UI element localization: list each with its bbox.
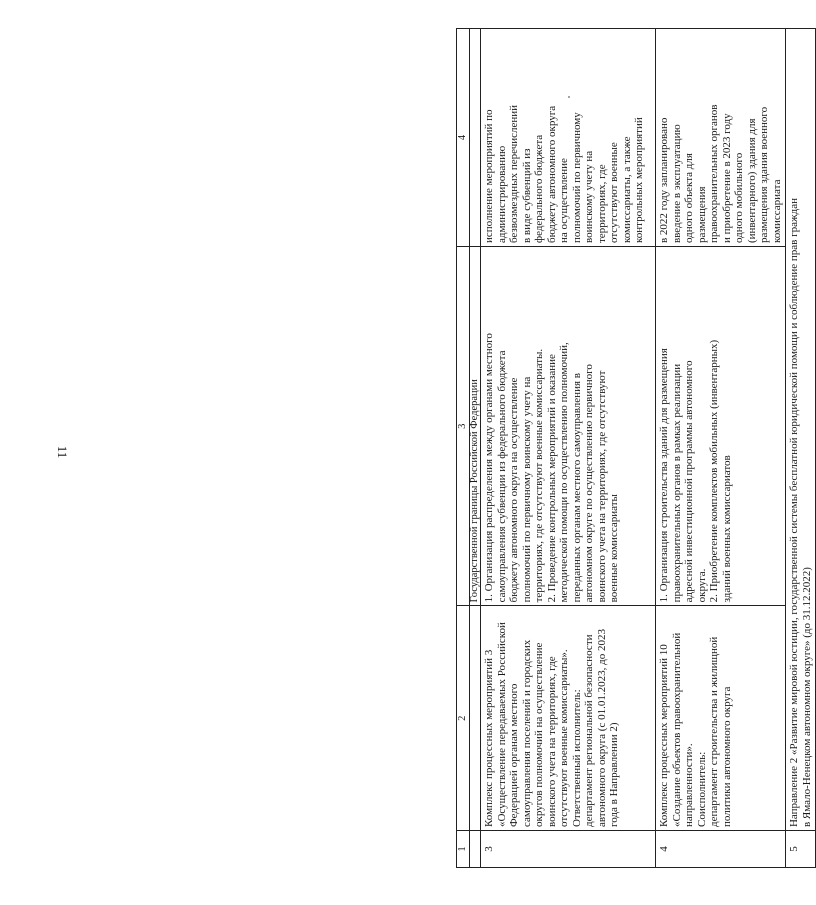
text-line: 1. Организация строительства зданий для размещения [657, 348, 670, 603]
text-line: федерального бюджета [533, 134, 546, 244]
text-line: комиссариаты, а также [620, 136, 633, 244]
header-col-4: 4 [457, 29, 470, 247]
text-line: безвозмездных перечислений [508, 104, 521, 244]
text-line: переданных органам местного самоуправления в [570, 373, 583, 603]
row-number: 5 [786, 831, 816, 868]
text-line: в Ямало-Ненецком автономном округе» (до 31.12.2022) [800, 567, 813, 828]
text-line: 1. Организация распределения между органами местного [482, 333, 495, 603]
measures-table [456, 28, 816, 868]
text-line: политики автономного округа [720, 686, 733, 828]
measures-description [480, 247, 655, 606]
page-number: 11 [55, 445, 70, 459]
text-line: 2. Приобретение комплектов мобильных (инвентарных) [708, 339, 721, 603]
text-line: воинского учета на территориях, где [545, 656, 558, 828]
table-row [480, 29, 655, 868]
text-line: Комплекс процессных мероприятий 3 [482, 649, 495, 828]
text-line: в 2022 году запланировано [657, 117, 670, 244]
column-number-row [457, 29, 470, 868]
text-line: методической помощи по осуществлению полномочий, [558, 342, 571, 603]
text-line: адресной инвестиционной программы автономного [683, 360, 696, 603]
result-description [655, 29, 785, 247]
text-line: Комплекс процессных мероприятий 10 [657, 644, 670, 828]
text-line: правоохранительных органов [708, 104, 721, 244]
text-line: отсутствуют военные [608, 142, 621, 244]
rotated-page-content [456, 28, 813, 868]
text-line: 2. Проведение контрольных мероприятий и оказание [545, 354, 558, 603]
section-header-row [469, 29, 480, 868]
table-row [655, 29, 785, 868]
header-col-3: 3 [457, 247, 470, 606]
complex-description [655, 606, 785, 831]
text-line: воинскому учету на [583, 150, 596, 244]
text-line: Соисполнитель: [695, 751, 708, 828]
text-line: «Создание объектов правоохранительной [670, 632, 683, 828]
text-line: отсутствуют военные комиссариаты». [558, 649, 571, 828]
section-header-empty-4 [469, 29, 480, 247]
text-line: одного мобильного [733, 152, 746, 244]
text-line: полномочий по первичному воинскому учету на [520, 376, 533, 603]
text-line: размещения здания военного [758, 106, 771, 244]
text-line: на осуществление [558, 158, 571, 244]
header-col-2: 2 [457, 606, 470, 831]
text-line: департамент региональной безопасности [583, 634, 596, 828]
header-col-1: 1 [457, 831, 470, 868]
text-line: направленности». [683, 743, 696, 828]
text-line: зданий военных комиссариатов [720, 455, 733, 603]
text-line: правоохранительных органов в рамках реализации [670, 363, 683, 603]
text-line: бюджету автономного округа [545, 105, 558, 244]
text-line: автономного округа (с 01.01.2023, до 2023 [595, 629, 608, 828]
row-number: 3 [480, 831, 655, 868]
text-line: территориях, где отсутствуют военные комиссариаты. [533, 348, 546, 603]
text-line: воинского учета на территориях, где отсутствуют [595, 370, 608, 603]
text-line: одного объекта для [683, 153, 696, 244]
text-line: (инвентарного) здания для [745, 118, 758, 244]
text-line: Федерацией органам местного [508, 683, 521, 828]
section-header-empty-1 [469, 831, 480, 868]
result-description [480, 29, 655, 247]
text-line: в виде субвенций из [520, 148, 533, 244]
text-line: исполнение мероприятий по [482, 109, 495, 244]
complex-description [480, 606, 655, 831]
text-line: и приобретение в 2023 году [720, 113, 733, 244]
text-line: самоуправления поселений и городских [520, 639, 533, 828]
text-line: комиссариата [770, 179, 783, 244]
text-line: бюджету автономного округа на осуществление [508, 377, 521, 603]
text-line: полномочий по первичному [570, 112, 583, 244]
text-line: территориях, где [595, 164, 608, 244]
text-line: контрольных мероприятий [633, 117, 646, 244]
direction-row [786, 29, 816, 868]
text-line: округа. [695, 568, 708, 603]
text-line: администрированию [495, 145, 508, 244]
text-line: Ответственный исполнитель: [570, 689, 583, 828]
direction-title [786, 29, 816, 831]
text-line: автономном округе по осуществлению первичного [583, 364, 596, 603]
measures-description [655, 247, 785, 606]
text-line: «Осуществление передаваемых Российской [495, 622, 508, 828]
text-line: военные комиссариаты [608, 494, 621, 603]
text-line: департамент строительства и жилищной [708, 636, 721, 828]
row-number: 4 [655, 831, 785, 868]
text-line: самоуправления субвенции из федерального бюджета [495, 350, 508, 603]
section-header-empty-2 [469, 606, 480, 831]
text-line: введение в эксплуатацию [670, 124, 683, 244]
section-header-text: Государственной границы Российской Федерации [469, 247, 480, 606]
text-line: округов полномочий на осуществление [533, 642, 546, 828]
text-line: размещения [695, 186, 708, 244]
text-line: года в Направлении 2) [608, 722, 621, 828]
text-line: Направление 2 «Развитие мировой юстиции, государственной системы бесплатной юридической помощи и соблюдение прав граждан [788, 198, 801, 828]
